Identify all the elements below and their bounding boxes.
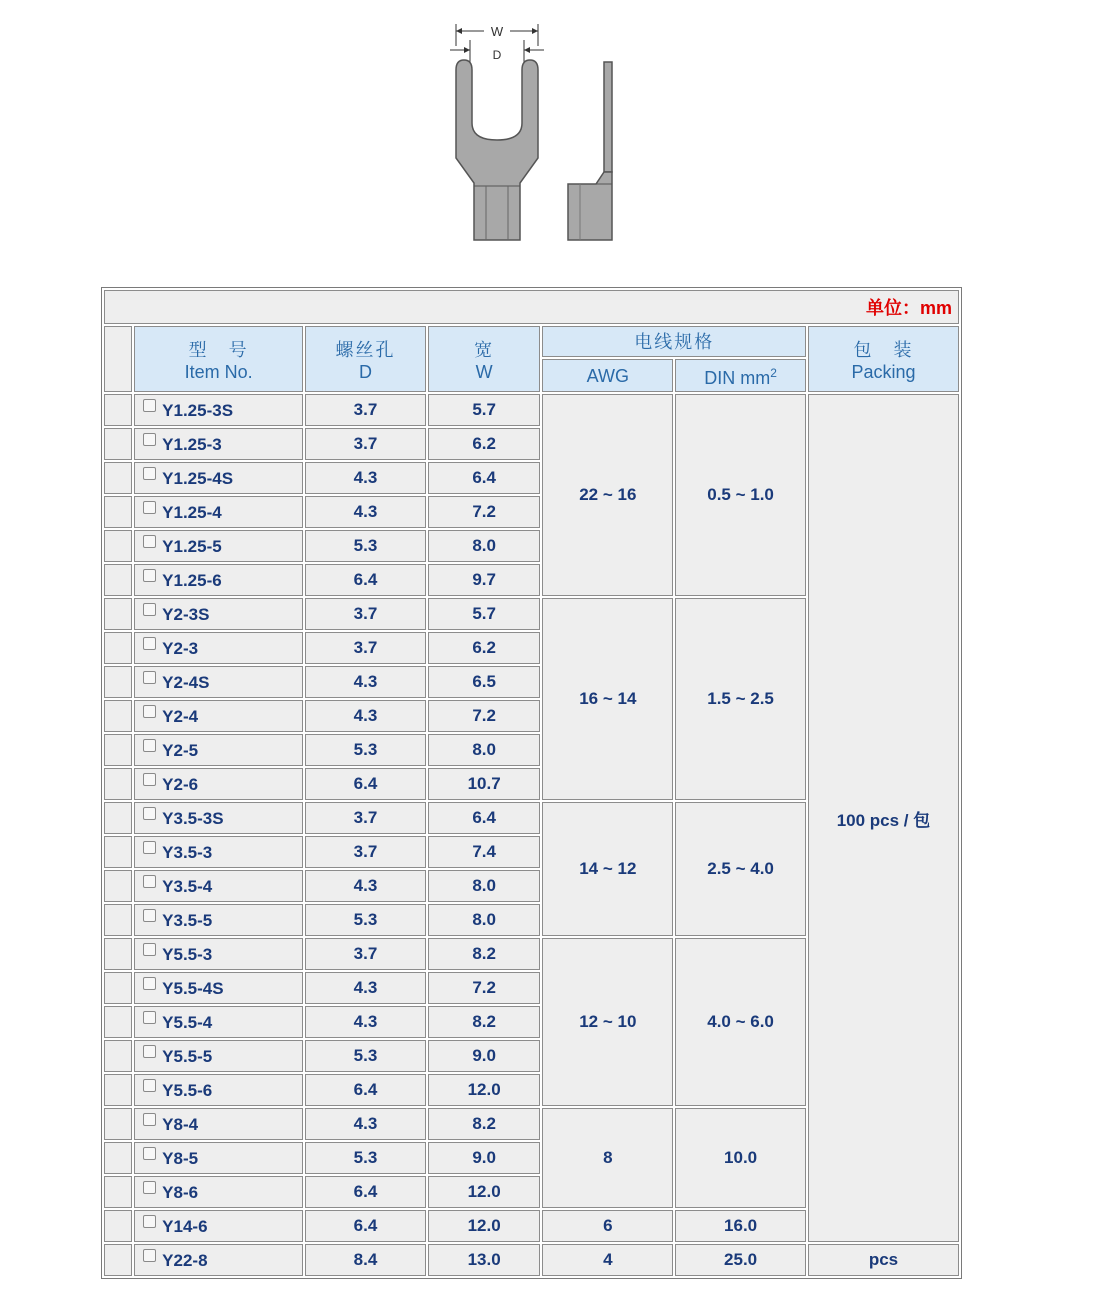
row-checkbox[interactable] bbox=[143, 909, 156, 922]
width-w-cell: 8.0 bbox=[428, 530, 541, 562]
width-w-cell: 6.2 bbox=[428, 428, 541, 460]
row-checkbox[interactable] bbox=[143, 1113, 156, 1126]
width-w-cell: 12.0 bbox=[428, 1074, 541, 1106]
width-w-cell: 8.0 bbox=[428, 904, 541, 936]
width-w-cell: 8.2 bbox=[428, 1108, 541, 1140]
row-spacer-cell bbox=[104, 700, 132, 732]
row-spacer-cell bbox=[104, 938, 132, 970]
item-no-cell bbox=[134, 394, 303, 426]
row-spacer-cell bbox=[104, 1006, 132, 1038]
dim-w-label: W bbox=[490, 24, 504, 39]
item-no-cell bbox=[134, 1006, 303, 1038]
hole-d-cell: 6.4 bbox=[305, 564, 426, 596]
item-no-label: Y1.25-4S bbox=[162, 469, 234, 488]
width-w-cell: 7.2 bbox=[428, 496, 541, 528]
hole-d-cell: 6.4 bbox=[305, 1210, 426, 1242]
din-cell: 2.5 ~ 4.0 bbox=[675, 802, 806, 936]
width-w-cell: 9.0 bbox=[428, 1040, 541, 1072]
row-spacer-cell bbox=[104, 598, 132, 630]
row-checkbox[interactable] bbox=[143, 977, 156, 990]
hole-d-cell: 5.3 bbox=[305, 530, 426, 562]
item-no-label: Y8-6 bbox=[162, 1183, 199, 1202]
item-no-cell bbox=[134, 972, 303, 1004]
row-spacer-cell bbox=[104, 666, 132, 698]
item-no-label: Y2-3 bbox=[162, 639, 199, 658]
row-checkbox[interactable] bbox=[143, 1181, 156, 1194]
din-cell: 16.0 bbox=[675, 1210, 806, 1242]
item-no-label: Y3.5-3 bbox=[162, 843, 213, 862]
item-no-cell bbox=[134, 836, 303, 868]
hole-d-cell: 8.4 bbox=[305, 1244, 426, 1276]
hole-d-cell: 4.3 bbox=[305, 1006, 426, 1038]
item-no-cell bbox=[134, 1142, 303, 1174]
width-w-header: 宽 W bbox=[428, 326, 541, 392]
awg-cell: 14 ~ 12 bbox=[542, 802, 673, 936]
item-no-label: Y5.5-6 bbox=[162, 1081, 213, 1100]
item-no-cell bbox=[134, 1074, 303, 1106]
width-w-cell: 8.0 bbox=[428, 734, 541, 766]
hole-d-cell: 4.3 bbox=[305, 1108, 426, 1140]
row-checkbox[interactable] bbox=[143, 467, 156, 480]
row-checkbox[interactable] bbox=[143, 1045, 156, 1058]
item-no-label: Y2-5 bbox=[162, 741, 199, 760]
hole-d-cell: 4.3 bbox=[305, 870, 426, 902]
item-no-label: Y5.5-4 bbox=[162, 1013, 213, 1032]
item-no-label: Y2-4S bbox=[162, 673, 210, 692]
row-spacer-cell bbox=[104, 1142, 132, 1174]
hole-d-cell: 5.3 bbox=[305, 1142, 426, 1174]
row-spacer-cell bbox=[104, 1210, 132, 1242]
row-checkbox[interactable] bbox=[143, 603, 156, 616]
width-w-cell: 8.2 bbox=[428, 1006, 541, 1038]
row-checkbox[interactable] bbox=[143, 1215, 156, 1228]
hole-d-cell: 6.4 bbox=[305, 1074, 426, 1106]
item-no-cell bbox=[134, 904, 303, 936]
item-no-label: Y1.25-4 bbox=[162, 503, 222, 522]
item-no-label: Y1.25-3S bbox=[162, 401, 234, 420]
width-w-cell: 8.0 bbox=[428, 870, 541, 902]
width-w-cell: 7.4 bbox=[428, 836, 541, 868]
row-spacer-cell bbox=[104, 462, 132, 494]
spec-table-body bbox=[104, 394, 959, 1276]
row-checkbox[interactable] bbox=[143, 943, 156, 956]
hole-d-cell: 3.7 bbox=[305, 428, 426, 460]
row-spacer-cell bbox=[104, 768, 132, 800]
row-checkbox[interactable] bbox=[143, 671, 156, 684]
item-no-label: Y3.5-3S bbox=[162, 809, 224, 828]
hole-d-cell: 4.3 bbox=[305, 700, 426, 732]
awg-header: AWG bbox=[542, 359, 673, 392]
row-spacer-cell bbox=[104, 394, 132, 426]
row-spacer-cell bbox=[104, 904, 132, 936]
hole-d-cell: 6.4 bbox=[305, 1176, 426, 1208]
width-w-cell: 6.4 bbox=[428, 462, 541, 494]
item-no-cell bbox=[134, 870, 303, 902]
row-checkbox[interactable] bbox=[143, 705, 156, 718]
item-no-header: 型 号 Item No. bbox=[134, 326, 303, 392]
item-no-cell bbox=[134, 428, 303, 460]
row-checkbox[interactable] bbox=[143, 739, 156, 752]
item-no-cell bbox=[134, 530, 303, 562]
item-no-label: Y3.5-4 bbox=[162, 877, 213, 896]
row-spacer-cell bbox=[104, 802, 132, 834]
item-no-label: Y1.25-6 bbox=[162, 571, 222, 590]
awg-cell: 4 bbox=[542, 1244, 673, 1276]
item-no-label: Y5.5-3 bbox=[162, 945, 213, 964]
item-no-label: Y22-8 bbox=[162, 1251, 208, 1270]
spade-terminal-drawing bbox=[440, 18, 630, 248]
row-spacer-cell bbox=[104, 836, 132, 868]
item-no-cell bbox=[134, 768, 303, 800]
width-w-cell: 7.2 bbox=[428, 972, 541, 1004]
item-no-cell bbox=[134, 700, 303, 732]
row-spacer-cell bbox=[104, 1244, 132, 1276]
row-checkbox[interactable] bbox=[143, 501, 156, 514]
row-spacer-cell bbox=[104, 734, 132, 766]
row-checkbox[interactable] bbox=[143, 807, 156, 820]
row-spacer-cell bbox=[104, 1074, 132, 1106]
hole-d-cell: 3.7 bbox=[305, 632, 426, 664]
width-w-cell: 12.0 bbox=[428, 1210, 541, 1242]
item-no-label: Y5.5-4S bbox=[162, 979, 224, 998]
unit-row bbox=[104, 290, 959, 324]
hole-d-cell: 3.7 bbox=[305, 598, 426, 630]
row-checkbox[interactable] bbox=[143, 1249, 156, 1262]
item-no-label: Y5.5-5 bbox=[162, 1047, 213, 1066]
packing-cell: 100 pcs / 包 bbox=[808, 394, 959, 1242]
row-spacer-cell bbox=[104, 1108, 132, 1140]
item-no-cell bbox=[134, 598, 303, 630]
select-column-header bbox=[104, 326, 132, 392]
hole-d-cell: 5.3 bbox=[305, 1040, 426, 1072]
hole-d-cell: 5.3 bbox=[305, 904, 426, 936]
row-spacer-cell bbox=[104, 564, 132, 596]
hole-d-cell: 4.3 bbox=[305, 462, 426, 494]
width-w-cell: 6.4 bbox=[428, 802, 541, 834]
din-cell: 1.5 ~ 2.5 bbox=[675, 598, 806, 800]
item-no-cell bbox=[134, 1108, 303, 1140]
awg-cell: 16 ~ 14 bbox=[542, 598, 673, 800]
row-spacer-cell bbox=[104, 530, 132, 562]
width-w-cell: 8.2 bbox=[428, 938, 541, 970]
item-no-cell bbox=[134, 1176, 303, 1208]
row-spacer-cell bbox=[104, 428, 132, 460]
item-no-cell bbox=[134, 938, 303, 970]
item-no-label: Y1.25-5 bbox=[162, 537, 222, 556]
hole-d-cell: 6.4 bbox=[305, 768, 426, 800]
item-no-label: Y14-6 bbox=[162, 1217, 208, 1236]
din-cell: 25.0 bbox=[675, 1244, 806, 1276]
row-spacer-cell bbox=[104, 972, 132, 1004]
row-checkbox[interactable] bbox=[143, 773, 156, 786]
width-w-cell: 5.7 bbox=[428, 394, 541, 426]
hole-d-cell: 5.3 bbox=[305, 734, 426, 766]
row-checkbox[interactable] bbox=[143, 433, 156, 446]
row-checkbox[interactable] bbox=[143, 399, 156, 412]
packing-cell: pcs bbox=[808, 1244, 959, 1276]
awg-cell: 8 bbox=[542, 1108, 673, 1208]
item-no-cell bbox=[134, 564, 303, 596]
width-w-cell: 6.2 bbox=[428, 632, 541, 664]
item-no-cell bbox=[134, 632, 303, 664]
row-checkbox[interactable] bbox=[143, 841, 156, 854]
item-no-label: Y8-4 bbox=[162, 1115, 199, 1134]
width-w-cell: 9.0 bbox=[428, 1142, 541, 1174]
wire-spec-header: 电线规格 bbox=[542, 326, 806, 357]
dim-d-label: D bbox=[492, 48, 502, 62]
item-no-cell bbox=[134, 462, 303, 494]
row-spacer-cell bbox=[104, 496, 132, 528]
table-row bbox=[104, 1244, 959, 1276]
hole-d-cell: 3.7 bbox=[305, 938, 426, 970]
item-no-label: Y2-3S bbox=[162, 605, 210, 624]
din-cell: 4.0 ~ 6.0 bbox=[675, 938, 806, 1106]
row-checkbox[interactable] bbox=[143, 637, 156, 650]
hole-d-cell: 4.3 bbox=[305, 972, 426, 1004]
row-checkbox[interactable] bbox=[143, 1079, 156, 1092]
item-no-label: Y1.25-3 bbox=[162, 435, 222, 454]
hole-d-cell: 4.3 bbox=[305, 496, 426, 528]
item-no-cell bbox=[134, 496, 303, 528]
item-no-label: Y2-4 bbox=[162, 707, 199, 726]
width-w-cell: 13.0 bbox=[428, 1244, 541, 1276]
item-no-cell bbox=[134, 1040, 303, 1072]
item-no-label: Y8-5 bbox=[162, 1149, 199, 1168]
row-spacer-cell bbox=[104, 870, 132, 902]
width-w-cell: 12.0 bbox=[428, 1176, 541, 1208]
row-checkbox[interactable] bbox=[143, 875, 156, 888]
awg-cell: 6 bbox=[542, 1210, 673, 1242]
row-checkbox[interactable] bbox=[143, 569, 156, 582]
din-cell: 0.5 ~ 1.0 bbox=[675, 394, 806, 596]
item-no-label: Y2-6 bbox=[162, 775, 199, 794]
width-w-cell: 10.7 bbox=[428, 768, 541, 800]
table-row bbox=[104, 394, 959, 426]
awg-cell: 22 ~ 16 bbox=[542, 394, 673, 596]
item-no-cell bbox=[134, 1210, 303, 1242]
row-checkbox[interactable] bbox=[143, 535, 156, 548]
width-w-cell: 5.7 bbox=[428, 598, 541, 630]
awg-cell: 12 ~ 10 bbox=[542, 938, 673, 1106]
hole-d-header: 螺丝孔 D bbox=[305, 326, 426, 392]
row-checkbox[interactable] bbox=[143, 1011, 156, 1024]
din-header: DIN $mm^2$ bbox=[675, 359, 806, 392]
item-no-cell bbox=[134, 734, 303, 766]
item-no-cell bbox=[134, 666, 303, 698]
hole-d-cell: 3.7 bbox=[305, 836, 426, 868]
hole-d-cell: 3.7 bbox=[305, 802, 426, 834]
unit-value: mm bbox=[919, 298, 952, 318]
width-w-cell: 6.5 bbox=[428, 666, 541, 698]
hole-d-cell: 4.3 bbox=[305, 666, 426, 698]
din-cell: 10.0 bbox=[675, 1108, 806, 1208]
row-spacer-cell bbox=[104, 632, 132, 664]
item-no-cell bbox=[134, 1244, 303, 1276]
row-spacer-cell bbox=[104, 1040, 132, 1072]
item-no-cell bbox=[134, 802, 303, 834]
row-spacer-cell bbox=[104, 1176, 132, 1208]
width-w-cell: 9.7 bbox=[428, 564, 541, 596]
width-w-cell: 7.2 bbox=[428, 700, 541, 732]
hole-d-cell: 3.7 bbox=[305, 394, 426, 426]
packing-header: 包 装 Packing bbox=[808, 326, 959, 392]
row-checkbox[interactable] bbox=[143, 1147, 156, 1160]
unit-label: 单位： bbox=[865, 298, 920, 319]
item-no-label: Y3.5-5 bbox=[162, 911, 213, 930]
spec-table bbox=[101, 287, 962, 1279]
